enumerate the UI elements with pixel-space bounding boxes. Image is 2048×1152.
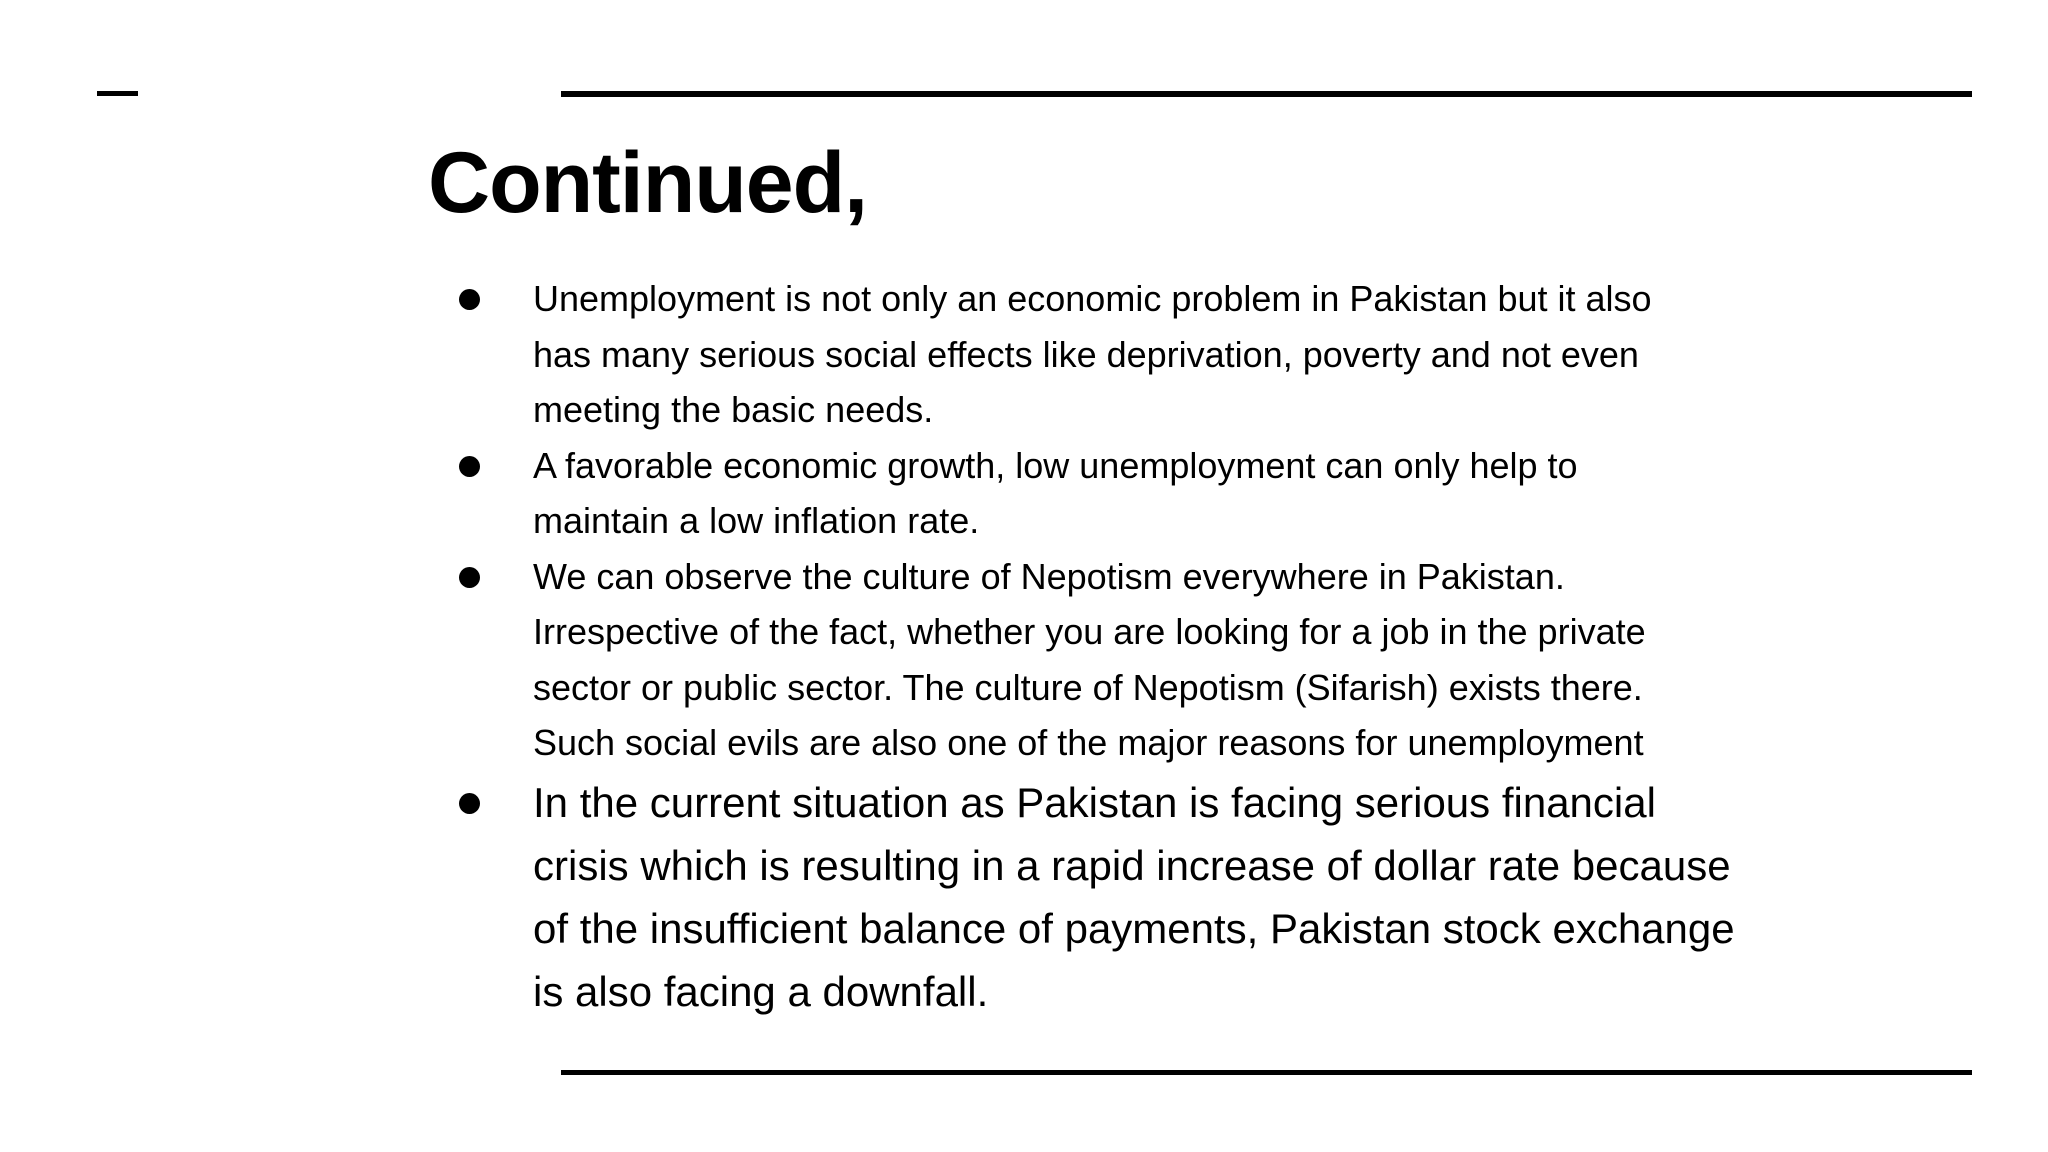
bullet-dot-icon xyxy=(459,456,480,477)
top-rule-line xyxy=(561,91,1972,97)
bullet-dot-icon xyxy=(459,793,480,814)
bullet-line: Irrespective of the fact, whether you are looking for a job in the private xyxy=(533,611,1646,652)
bullet-item xyxy=(0,549,1853,771)
bullet-item xyxy=(0,271,1853,438)
bullet-dot-icon xyxy=(459,289,480,310)
bullet-line: crisis which is resulting in a rapid increase of dollar rate because xyxy=(533,841,1731,889)
bullet-item xyxy=(0,771,1853,1023)
bullet-line: meeting the basic needs. xyxy=(533,389,934,430)
bullet-line: A favorable economic growth, low unemployment can only help to xyxy=(533,444,1578,486)
bullet-dot-icon xyxy=(459,567,480,588)
bullet-item xyxy=(0,438,1853,549)
bullet-line: sector or public sector. The culture of Nepotism (Sifarish) exists there. xyxy=(533,666,1643,708)
bullet-line: In the current situation as Pakistan is facing serious financial xyxy=(533,778,1656,826)
corner-dash-decoration xyxy=(97,91,138,96)
bullet-line: has many serious social effects like deprivation, poverty and not even xyxy=(533,333,1639,375)
bullet-line: Such social evils are also one of the major reasons for unemployment xyxy=(533,722,1644,763)
bullet-line: We can observe the culture of Nepotism everywhere in Pakistan. xyxy=(533,555,1565,597)
bullet-line: is also facing a downfall. xyxy=(533,967,989,1015)
bottom-rule-line xyxy=(561,1070,1972,1075)
bullet-line: of the insufficient balance of payments, Pakistan stock exchange xyxy=(533,904,1735,952)
bullet-line: maintain a low inflation rate. xyxy=(533,500,980,541)
slide-title: Continued, xyxy=(428,135,868,231)
bullet-line: Unemployment is not only an economic problem in Pakistan but it also xyxy=(533,278,1652,319)
bullet-list xyxy=(0,271,2048,1023)
